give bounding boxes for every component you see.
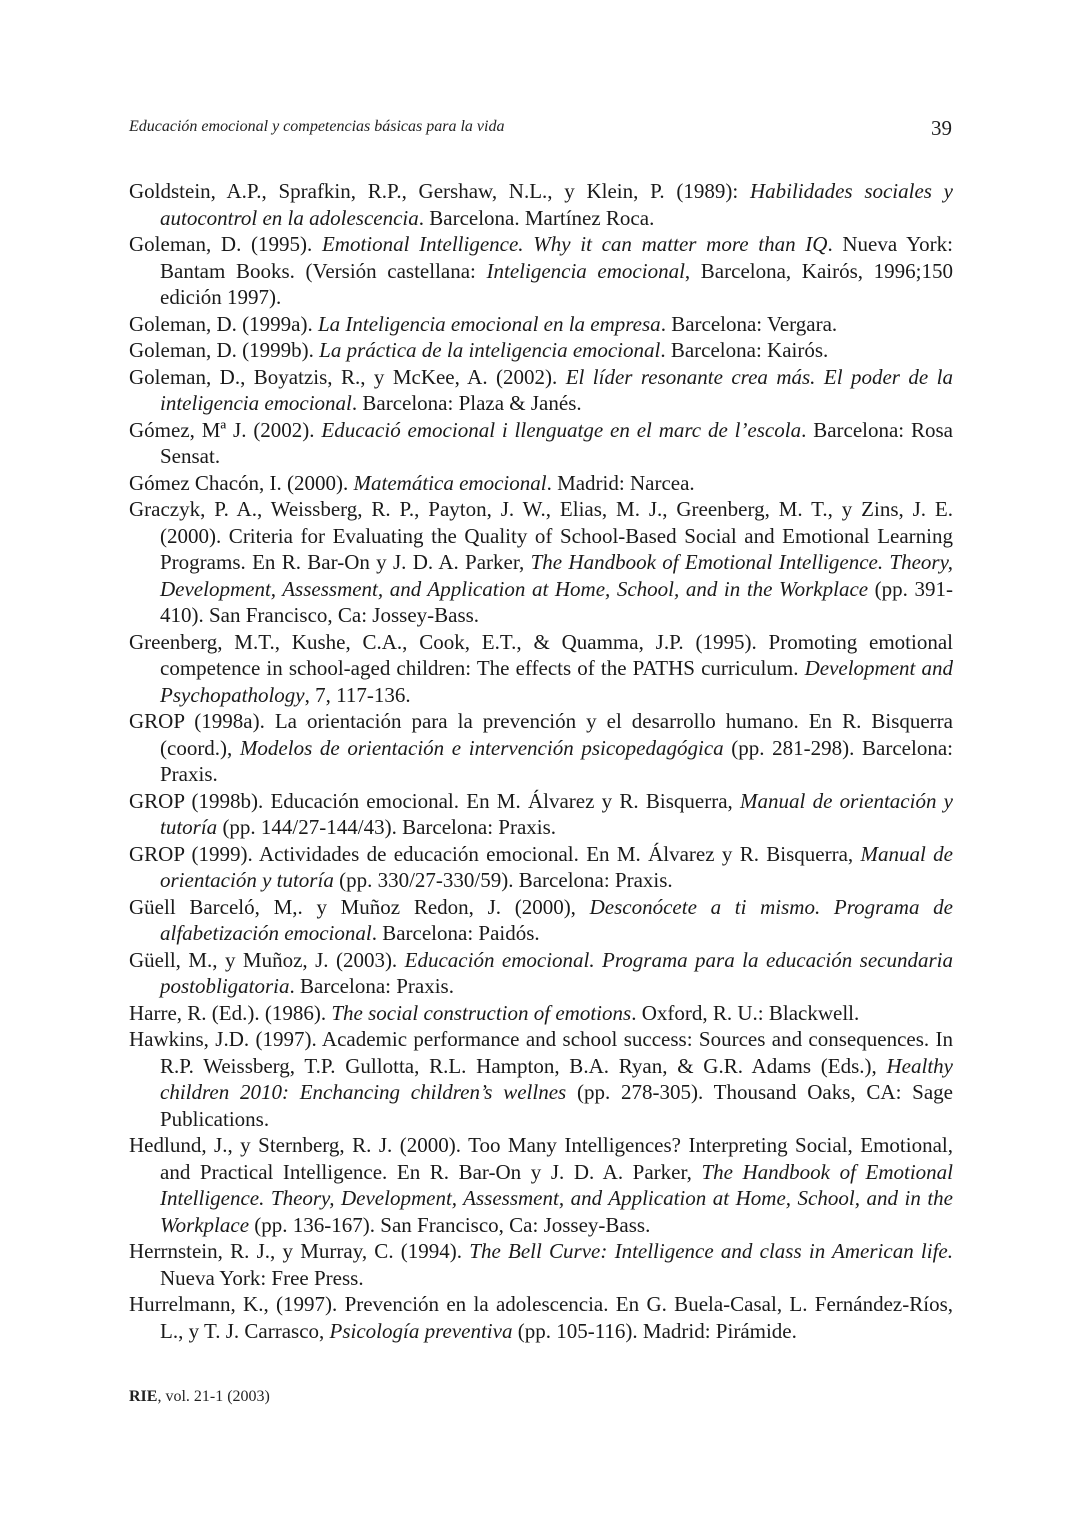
reference-text: . Barcelona. Martínez Roca. [418,205,655,230]
reference-entry [129,470,953,497]
reference-text: Hurrelmann, K., (1997). Prevención en la adolescencia. En G. Buela-Casal, L. Fernández-Ríos, L., y T. J. Carrasco, [129,1292,953,1343]
reference-entry [129,708,953,788]
reference-text: . Barcelona: Praxis. [289,974,454,998]
reference-title: Modelos de orientación e intervención psicopedagógica [239,735,724,760]
reference-title: Healthy children 2010: Enchancing children’s wellnes [160,1053,953,1104]
reference-text: GROP (1998b). Educación emocional. En M. Álvarez y R. Bisquerra, [129,788,741,813]
reference-entry [129,364,953,417]
reference-text: (pp. 330/27-330/59). Barcelona: Praxis. [333,868,673,892]
reference-title: Manual de orientación y tutoría [160,841,953,892]
reference-text: Harre, R. (Ed.). (1986). [129,1000,332,1025]
reference-text: . Barcelona: Vergara. [660,311,838,336]
reference-text: (pp. 144/27-144/43). Barcelona: Praxis. [217,815,557,839]
reference-title: The Handbook of Emotional Intelligence. Theory, Development, Assessment, and Application at Home, School, and in the Workplace [160,550,953,601]
reference-entry [129,841,953,894]
reference-text: , Barcelona, Kairós, 1996;150 edición 1997). [160,258,953,309]
reference-text: Gómez, Mª J. (2002). [129,417,322,442]
reference-entry [129,1238,953,1291]
reference-text: Hawkins, J.D. (1997). Academic performance and school success: Sources and consequences. In R.P. Weissberg, T.P. Gullotta, R.L. Hampton, B.A. Ryan, & G.R. Adams (Eds.), [129,1027,953,1078]
reference-title: La práctica de la inteligencia emocional [319,338,661,362]
reference-title: Emotional Intelligence. Why it can matter more than IQ [321,232,828,256]
reference-text: . Barcelona: Rosa Sensat. [160,417,953,468]
reference-title: Habilidades sociales y autocontrol en la adolescencia [160,179,954,230]
reference-text: . Oxford, R. U.: Blackwell. [631,1000,860,1025]
reference-entry [129,894,953,947]
reference-entry [129,417,953,470]
reference-text: . Barcelona: Paidós. [371,921,540,945]
reference-entry [129,788,953,841]
reference-title: Educació emocional i llenguatge en el marc de l’escola [321,417,802,442]
reference-text: Goleman, D. (1999a). [129,311,318,336]
reference-text: Nueva York: Free Press. [160,1265,364,1290]
reference-text: Güell Barceló, M,. y Muñoz Redon, J. (2000), [129,894,590,919]
reference-text: Goleman, D., Boyatzis, R., y McKee, A. (2002). [129,364,566,389]
reference-title: Matemática emocional [353,470,547,495]
reference-text: Herrnstein, R. J., y Murray, C. (1994). [129,1239,470,1263]
reference-title: The social construction of emotions [331,1000,632,1025]
reference-title: Inteligencia emocional [486,258,685,283]
reference-entry [129,1026,953,1132]
reference-title: La Inteligencia emocional en la empresa [317,311,661,336]
reference-text: (pp. 105-116). Madrid: Pirámide. [512,1318,797,1343]
journal-volume: , vol. 21-1 (2003) [157,1388,270,1405]
reference-text: (pp. 281-298). Barcelona: Praxis. [160,735,953,786]
reference-text: . Barcelona: Plaza & Janés. [351,391,582,415]
reference-entry [129,1132,953,1238]
reference-text: Goleman, D. (1999b). [129,338,320,362]
reference-text: Goleman, D. (1995). [129,232,322,256]
reference-title: Desconócete a ti mismo. Programa de alfabetización emocional [160,894,953,945]
reference-text: Güell, M., y Muñoz, J. (2003). [129,947,405,972]
reference-text: . Madrid: Narcea. [546,470,695,495]
reference-entry [129,1000,953,1027]
reference-text: GROP (1998a). La orientación para la prevención y el desarrollo humano. En R. Bisquerra (coord.), [129,709,953,760]
reference-text: . Nueva York: Bantam Books. (Versión castellana: [160,232,954,283]
reference-entry [129,337,953,364]
reference-entry [129,231,953,311]
reference-entry [129,1291,953,1344]
reference-entry [129,178,953,231]
running-header [129,116,952,146]
reference-text: , 7, 117-136. [304,682,411,707]
running-title: Educación emocional y competencias básicas para la vida [129,118,505,135]
reference-title: Psicología preventiva [329,1318,513,1343]
reference-text: Gómez Chacón, I. (2000). [129,470,354,495]
reference-text: . Barcelona: Kairós. [660,338,829,362]
reference-entry [129,629,953,709]
reference-title: The Bell Curve: Intelligence and class in American life. [469,1239,953,1263]
reference-list [129,178,953,1344]
reference-text: Hedlund, J., y Sternberg, R. J. (2000). Too Many Intelligences? Interpreting Social, Emotional, and Practical Intelligence. En R. Bar-On y J. D. A. Parker, [129,1133,953,1184]
reference-text: Goldstein, A.P., Sprafkin, R.P., Gershaw, N.L., y Klein, P. (1989): [129,179,750,203]
reference-entry [129,496,953,629]
reference-title: Manual de orientación y tutoría [160,788,954,839]
reference-title: El líder resonante crea más. El poder de la inteligencia emocional [160,364,953,415]
reference-text: (pp. 391-410). San Francisco, Ca: Jossey-Bass. [160,576,953,627]
journal-name: RIE [129,1388,158,1405]
reference-text: (pp. 278-305). Thousand Oaks, CA: Sage Publications. [160,1080,953,1131]
reference-text: Graczyk, P. A., Weissberg, R. P., Payton, J. W., Elias, M. J., Greenberg, M. T., y Zins, J. E. (2000). Criteria for Evaluating the Quality of School-Based Social and Emotional Learning Programs. En R. Bar-On y J. D. A. Parker, [129,497,953,574]
reference-title: Development and Psychopathology [160,656,953,707]
reference-title: The Handbook of Emotional Intelligence. Theory, Development, Assessment, and Application at Home, School, and in the Workplace [160,1159,953,1237]
reference-entry [129,311,953,338]
reference-text: Greenberg, M.T., Kushe, C.A., Cook, E.T., & Quamma, J.P. (1995). Promoting emotional competence in school-aged children: The effects of the PATHS curriculum. [129,629,953,680]
reference-text: GROP (1999). Actividades de educación emocional. En M. Álvarez y R. Bisquerra, [129,841,861,866]
page-number: 39 [931,116,952,140]
reference-text: (pp. 136-167). San Francisco, Ca: Jossey-Bass. [249,1212,651,1237]
reference-title: Educación emocional. Programa para la educación secundaria postobligatoria [160,947,954,998]
reference-entry [129,947,953,1000]
footer [129,1388,270,1406]
